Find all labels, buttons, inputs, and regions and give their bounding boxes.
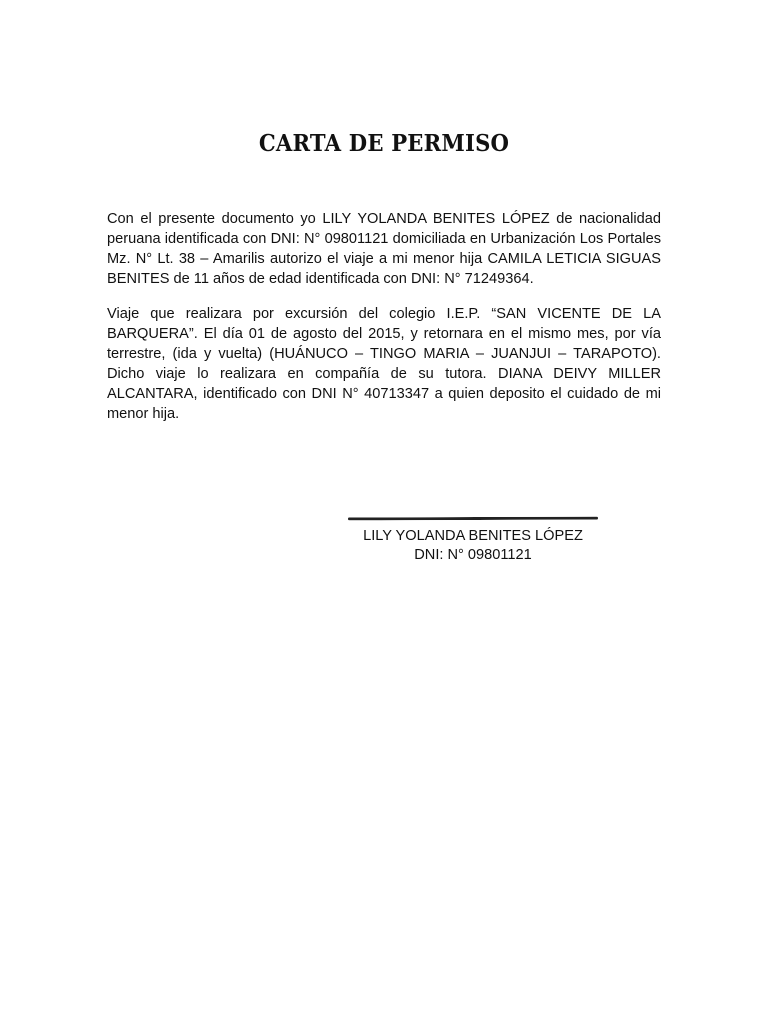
document-title: CARTA DE PERMISO	[258, 130, 510, 157]
trip-details-paragraph: Viaje que realizara por excursión del colegio I.E.P. “SAN VICENTE DE LA BARQUERA”. El día 01 de agosto del 2015, y retornara en el mismo mes, por vía terrestre, (ida y vuelta) (HUÁNUCO – TINGO MARIA – JUANJUI – TARAPOTO). Dicho viaje lo realizara en compañía de su tutora. DIANA DEIVY MILLER ALCANTARA, identificado con DNI N° 40713347 a quien deposito el cuidado de mi menor hija.	[107, 306, 661, 422]
signatory-dni: DNI: N° 09801121	[414, 547, 532, 563]
signature-line	[348, 517, 598, 521]
authorization-paragraph: Con el presente documento yo LILY YOLANDA BENITES LÓPEZ de nacionalidad peruana identificada con DNI: N° 09801121 domiciliada en Urbanización Los Portales Mz. N° Lt. 38 – Amarilis autorizo el viaje a mi menor hija CAMILA LETICIA SIGUAS BENITES de 11 años de edad identificada con DNI: N° 71249364.	[107, 211, 661, 287]
signatory-name: LILY YOLANDA BENITES LÓPEZ	[363, 528, 583, 544]
